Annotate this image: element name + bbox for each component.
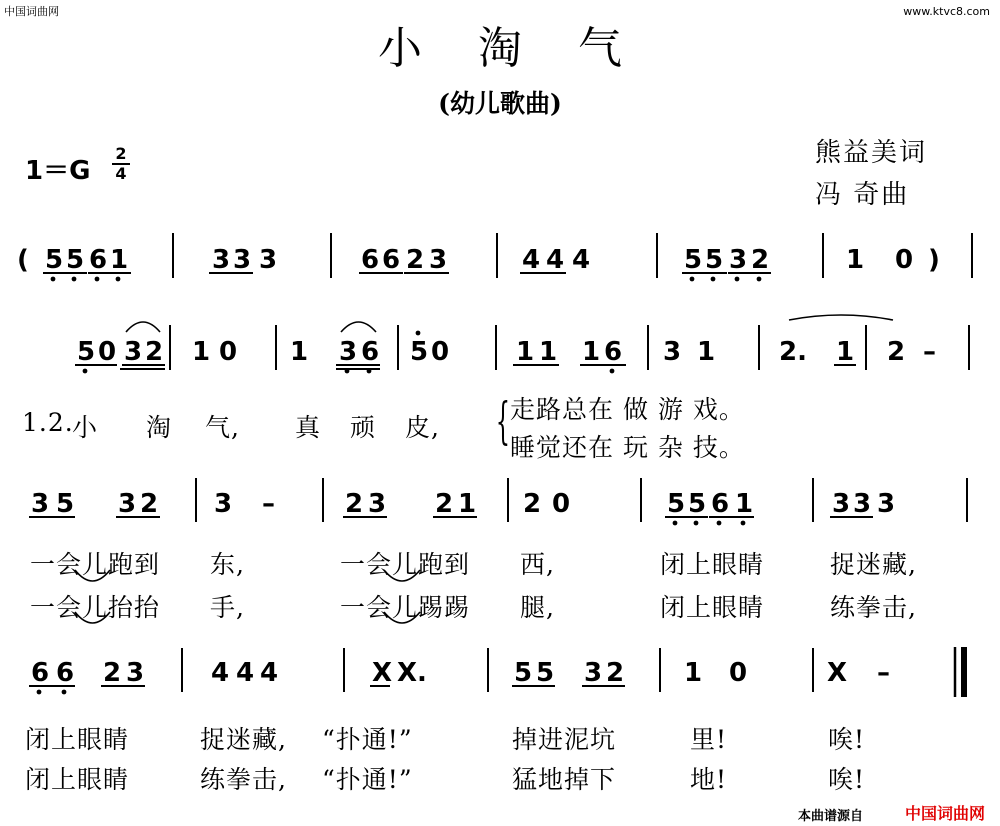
score-note: 2. bbox=[779, 337, 807, 367]
song-title: 小淘气 bbox=[378, 23, 678, 74]
score-note: 3 bbox=[877, 489, 896, 519]
score-row-3 bbox=[31, 489, 895, 525]
lyric-word: 地! bbox=[690, 765, 728, 794]
lyric-word: 掉进泥坑 bbox=[512, 725, 617, 754]
score-note: 6 bbox=[361, 245, 380, 275]
lyric-word: 腿, bbox=[520, 593, 555, 622]
score-note: 6 bbox=[89, 245, 108, 275]
score-note: 1 bbox=[735, 489, 754, 519]
lyric-word: 一会儿踢踢 bbox=[340, 593, 471, 622]
slur-mark bbox=[789, 315, 893, 320]
lyric-word: 真 bbox=[295, 413, 322, 442]
lyric-word: 手, bbox=[210, 593, 245, 622]
score-note: 0 bbox=[729, 658, 748, 688]
slur-mark bbox=[126, 322, 160, 332]
octave-dot-below bbox=[757, 277, 762, 282]
score-row-4 bbox=[31, 658, 890, 694]
score-note: 5 bbox=[45, 245, 64, 275]
score-note: 5 bbox=[410, 337, 429, 367]
score-note: 2 bbox=[435, 489, 454, 519]
score-note: 4 bbox=[572, 245, 591, 275]
score-note: 0 bbox=[552, 489, 571, 519]
score-note: – bbox=[262, 489, 275, 519]
score-note: 6 bbox=[31, 658, 50, 688]
lyric-word: 一会儿跑到 bbox=[340, 550, 471, 579]
composer-credit: 冯 奇曲 bbox=[815, 180, 910, 210]
lyric-word: 里! bbox=[690, 725, 728, 754]
score-note: 2 bbox=[606, 658, 625, 688]
lyric-word: 闭上眼睛 bbox=[660, 593, 765, 622]
lyric-line-verse-1: 走路总在 做 游 戏。 bbox=[510, 395, 745, 424]
lyric-word: 练拳击, bbox=[200, 765, 287, 794]
lyric-word: 小 bbox=[72, 413, 99, 442]
score-note: 5 bbox=[77, 337, 96, 367]
score-note: 3 bbox=[214, 489, 233, 519]
score-note: – bbox=[923, 337, 936, 367]
lyric-word: 一会儿跑到 bbox=[30, 550, 161, 579]
score-note: 3 bbox=[832, 489, 851, 519]
score-row-2 bbox=[77, 331, 936, 374]
watermark-url: www.ktvc8.com bbox=[903, 5, 990, 18]
score-note: 2 bbox=[751, 245, 770, 275]
score-note: 1 bbox=[846, 245, 865, 275]
score-note: 3 bbox=[124, 337, 143, 367]
octave-dot-below bbox=[694, 521, 699, 526]
score-note: 4 bbox=[236, 658, 255, 688]
lyric-line-verse-2: 睡觉还在 玩 杂 技。 bbox=[510, 433, 745, 462]
lyric-word: “扑通!” bbox=[322, 765, 413, 794]
score-note: 1 bbox=[697, 337, 716, 367]
lyric-word: 练拳击, bbox=[830, 593, 917, 622]
score-note: X. bbox=[397, 658, 427, 688]
octave-dot-below bbox=[62, 690, 67, 695]
verse-number: 1.2. bbox=[22, 408, 74, 437]
octave-dot-below bbox=[83, 369, 88, 374]
score-note: 6 bbox=[711, 489, 730, 519]
score-note: 5 bbox=[66, 245, 85, 275]
score-note: 5 bbox=[688, 489, 707, 519]
score-note: ( bbox=[17, 245, 29, 275]
score-note: 3 bbox=[212, 245, 231, 275]
footer-brand-link[interactable]: 中国词曲网 bbox=[905, 804, 986, 823]
score-note: 2 bbox=[887, 337, 906, 367]
score-note: 5 bbox=[514, 658, 533, 688]
score-note: 3 bbox=[429, 245, 448, 275]
lyric-word: 顽 bbox=[350, 413, 377, 442]
score-note: 2 bbox=[523, 489, 542, 519]
octave-dot-below bbox=[717, 521, 722, 526]
score-note: 3 bbox=[126, 658, 145, 688]
score-note: 5 bbox=[536, 658, 555, 688]
score-note: 3 bbox=[339, 337, 358, 367]
score-note: 3 bbox=[31, 489, 50, 519]
lyric-word: 闭上眼睛 bbox=[25, 765, 130, 794]
score-note: 4 bbox=[522, 245, 541, 275]
watermark-site-name: 中国词曲网 bbox=[4, 5, 59, 18]
lyric-word: 猛地掉下 bbox=[512, 765, 617, 794]
score-note: 3 bbox=[584, 658, 603, 688]
lyric-word: 西, bbox=[520, 550, 555, 579]
score-note: 3 bbox=[233, 245, 252, 275]
octave-dot-below bbox=[51, 277, 56, 282]
octave-dot-below bbox=[690, 277, 695, 282]
score-note: X bbox=[372, 658, 393, 688]
score-row-1 bbox=[17, 245, 940, 281]
octave-dot-below bbox=[116, 277, 121, 282]
score-note: 0 bbox=[895, 245, 914, 275]
lyric-word: 东, bbox=[210, 550, 245, 579]
score-markings bbox=[29, 233, 972, 697]
score-note: 3 bbox=[368, 489, 387, 519]
octave-dot-below bbox=[735, 277, 740, 282]
lyric-word: 淘 bbox=[146, 413, 173, 442]
score-note: 6 bbox=[56, 658, 75, 688]
score-note: 2 bbox=[145, 337, 164, 367]
score-note: 6 bbox=[382, 245, 401, 275]
lyricist-credit: 熊益美词 bbox=[815, 138, 928, 168]
octave-dot-below bbox=[37, 690, 42, 695]
slur-mark bbox=[341, 322, 376, 332]
octave-dot-above bbox=[416, 331, 421, 336]
score-note: 4 bbox=[546, 245, 565, 275]
score-note: 1 bbox=[539, 337, 558, 367]
lyric-word: “扑通!” bbox=[322, 725, 413, 754]
score-note: – bbox=[877, 658, 890, 688]
lyric-word: 捉迷藏, bbox=[200, 725, 287, 754]
score-note: 4 bbox=[260, 658, 279, 688]
key-signature: 1＝G bbox=[25, 156, 91, 186]
score-note: 5 bbox=[684, 245, 703, 275]
score-note: 4 bbox=[211, 658, 230, 688]
score-note: 1 bbox=[684, 658, 703, 688]
octave-dot-below bbox=[673, 521, 678, 526]
score-note: 1 bbox=[192, 337, 211, 367]
score-note: 0 bbox=[98, 337, 117, 367]
score-note: 1 bbox=[582, 337, 601, 367]
lyric-word: 气, bbox=[205, 413, 240, 442]
score-note: 1 bbox=[458, 489, 477, 519]
score-note: 3 bbox=[729, 245, 748, 275]
octave-dot-below bbox=[72, 277, 77, 282]
score-note: 1 bbox=[836, 337, 855, 367]
score-note: X bbox=[827, 658, 848, 688]
score-note: 1 bbox=[110, 245, 129, 275]
octave-dot-below bbox=[95, 277, 100, 282]
verse-brace: { bbox=[495, 392, 511, 450]
score-note: 2 bbox=[103, 658, 122, 688]
score-note: 0 bbox=[431, 337, 450, 367]
score-note: 1 bbox=[290, 337, 309, 367]
octave-dot-below bbox=[711, 277, 716, 282]
octave-dot-below bbox=[741, 521, 746, 526]
lyric-word: 唉! bbox=[828, 765, 866, 794]
score-note: 2 bbox=[345, 489, 364, 519]
lyric-word: 闭上眼睛 bbox=[660, 550, 765, 579]
octave-dot-below bbox=[610, 369, 615, 374]
lyric-word: 一会儿抬抬 bbox=[30, 593, 161, 622]
score-note: 6 bbox=[361, 337, 380, 367]
score-note: 0 bbox=[219, 337, 238, 367]
score-note: 6 bbox=[604, 337, 623, 367]
score-note: 3 bbox=[853, 489, 872, 519]
score-note: 5 bbox=[56, 489, 75, 519]
score-note: 2 bbox=[140, 489, 159, 519]
song-subtitle: (幼儿歌曲) bbox=[438, 89, 562, 118]
lyric-word: 皮, bbox=[405, 413, 440, 442]
score-note: 3 bbox=[118, 489, 137, 519]
score-note: 5 bbox=[705, 245, 724, 275]
time-denominator: 4 bbox=[115, 164, 127, 183]
score-note: 3 bbox=[259, 245, 278, 275]
time-numerator: 2 bbox=[115, 144, 127, 163]
footer-source-text: 本曲谱源自 bbox=[798, 809, 864, 824]
lyric-word: 唉! bbox=[828, 725, 866, 754]
score-note: 2 bbox=[406, 245, 425, 275]
lyric-word: 闭上眼睛 bbox=[25, 725, 130, 754]
score-note: ) bbox=[928, 245, 940, 275]
score-note: 5 bbox=[667, 489, 686, 519]
lyric-word: 捉迷藏, bbox=[830, 550, 917, 579]
score-note: 3 bbox=[663, 337, 682, 367]
score-note: 1 bbox=[516, 337, 535, 367]
